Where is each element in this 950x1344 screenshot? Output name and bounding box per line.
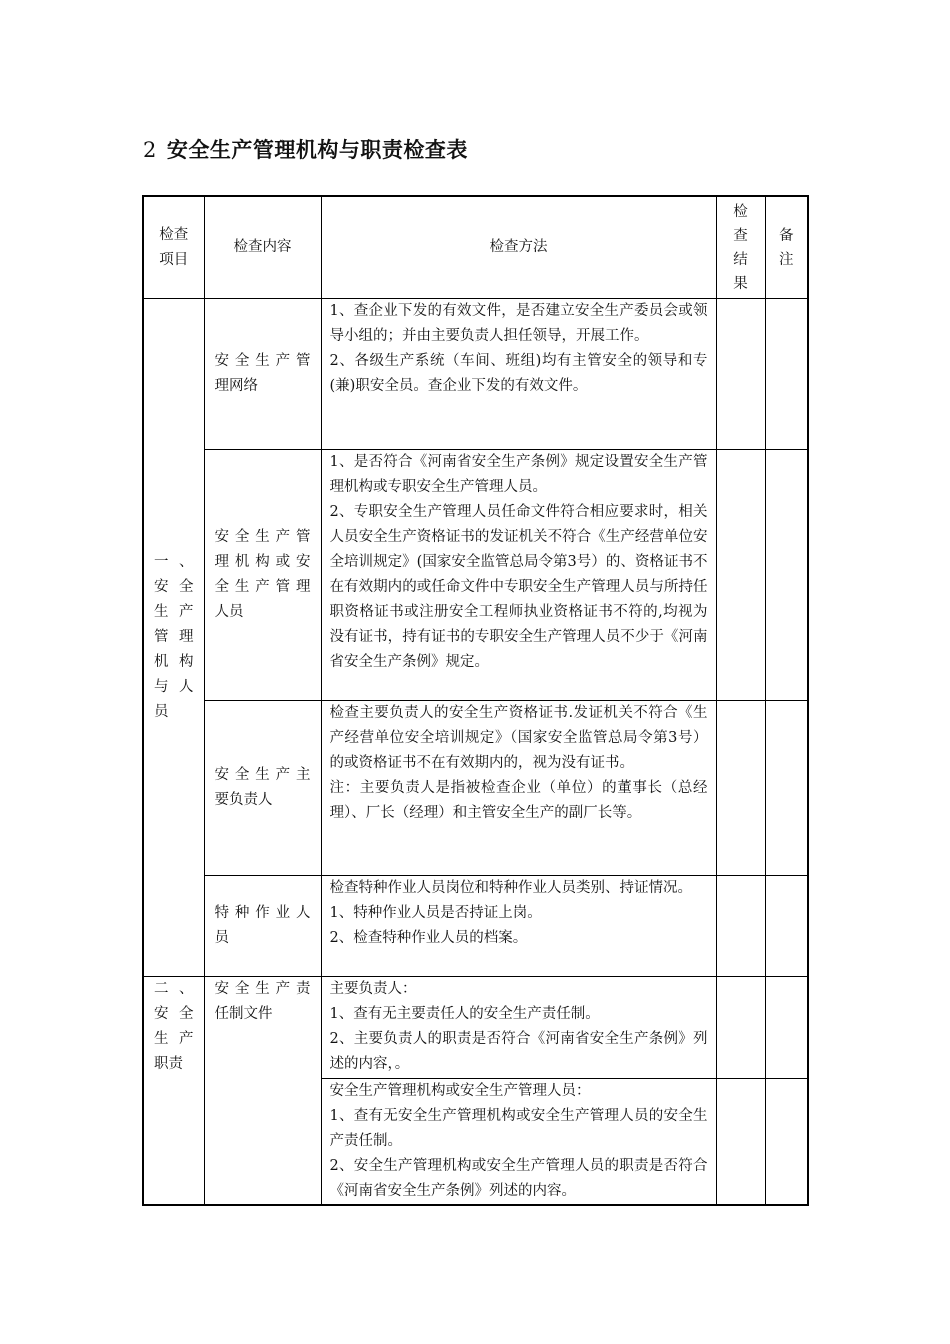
category-line: 二 、	[154, 981, 194, 997]
method-paragraph: 2、各级生产系统（车间、班组)均有主管安全的领导和专(兼)职安全员。查企业下发的有效文件。	[329, 353, 708, 394]
table-row	[143, 977, 808, 1079]
content-cell	[204, 701, 321, 876]
content-cell	[204, 977, 321, 1206]
method-paragraph: 1、查有无主要责任人的安全生产责任制。	[329, 1006, 600, 1022]
method-paragraph: 2、专职安全生产管理人员任命文件符合相应要求时，相关人员安全生产资格证书的发证机关不符合《生产经营单位安全培训规定》(国家安全监管总局令第3号）的、资格证书不在有效期内的或任命文件中专职安全生产管理人员与所持任职资格证书或注册安全工程师执业资格证书不符的,均视为没有证书，持有证书的专职安全生产管理人员不少于《河南省安全生产条例》规定。	[329, 504, 708, 670]
header-remark-text: 备注	[779, 227, 794, 268]
method-paragraph: 1、查有无安全生产管理机构或安全生产管理人员的安全生产责任制。	[329, 1108, 708, 1149]
header-row	[143, 196, 808, 299]
header-result-text: 检查结果	[733, 203, 748, 292]
title-text: 安全生产管理机构与职责检查表	[166, 138, 468, 162]
category-line: 安 全	[154, 1006, 194, 1022]
remark-cell[interactable]	[765, 876, 808, 977]
title-number: 2	[143, 138, 157, 162]
table-row	[143, 701, 808, 876]
method-paragraph: 2、主要负责人的职责是否符合《河南省安全生产条例》列述的内容，。	[329, 1031, 708, 1072]
category-line: 机 构	[154, 654, 194, 670]
table-row	[143, 876, 808, 977]
result-cell[interactable]	[716, 450, 765, 701]
content-cell	[204, 450, 321, 701]
category-line: 职责	[154, 1056, 183, 1072]
content-line: 安全生产主	[214, 767, 311, 783]
method-paragraph: 注：主要负责人是指被检查企业（单位）的董事长（总经理）、厂长（经理）和主管安全生产的副厂长等。	[329, 780, 708, 821]
method-paragraph: 1、特种作业人员是否持证上岗。	[329, 905, 542, 921]
method-cell	[321, 1079, 716, 1206]
category-line: 生 产	[154, 1031, 194, 1047]
header-method: 检查方法	[321, 196, 716, 299]
category-line: 生 产	[154, 604, 194, 620]
remark-cell[interactable]	[765, 1079, 808, 1206]
result-cell[interactable]	[716, 701, 765, 876]
content-cell	[204, 876, 321, 977]
result-cell[interactable]	[716, 1079, 765, 1206]
content-line: 安全生产责	[214, 981, 311, 997]
content-line: 人员	[214, 604, 244, 620]
header-result	[716, 196, 765, 299]
remark-cell[interactable]	[765, 299, 808, 450]
method-paragraph: 1、是否符合《河南省安全生产条例》规定设置安全生产管理机构或专职安全生产管理人员。	[329, 454, 708, 495]
content-line: 安全生产管	[214, 353, 311, 369]
method-paragraph: 2、检查特种作业人员的档案。	[329, 930, 528, 946]
method-paragraph: 主要负责人：	[329, 981, 417, 997]
checklist-table	[142, 195, 809, 1206]
content-line: 任制文件	[214, 1006, 273, 1022]
method-cell	[321, 450, 716, 701]
header-item	[143, 196, 204, 299]
method-paragraph: 2、安全生产管理机构或安全生产管理人员的职责是否符合《河南省安全生产条例》列述的内容。	[329, 1158, 708, 1199]
content-line: 员	[214, 930, 229, 946]
table-row	[143, 450, 808, 701]
method-paragraph: 1、查企业下发的有效文件，是否建立安全生产委员会或领导小组的；并由主要负责人担任领导，开展工作。	[329, 303, 708, 344]
result-cell[interactable]	[716, 876, 765, 977]
category-cell-1	[143, 299, 204, 977]
header-item-line1: 检查	[159, 226, 189, 243]
header-item-line2: 项目	[159, 251, 189, 268]
method-cell	[321, 977, 716, 1079]
result-cell[interactable]	[716, 977, 765, 1079]
method-paragraph: 检查特种作业人员岗位和特种作业人员类别、持证情况。	[329, 880, 692, 896]
remark-cell[interactable]	[765, 450, 808, 701]
content-cell	[204, 299, 321, 450]
content-line: 理网络	[214, 378, 258, 394]
method-cell	[321, 299, 716, 450]
method-cell	[321, 701, 716, 876]
table-row	[143, 299, 808, 450]
content-line: 全生产管理	[214, 579, 311, 595]
content-line: 安全生产管	[214, 529, 311, 545]
category-line: 员	[154, 704, 169, 720]
category-cell-2	[143, 977, 204, 1206]
header-content: 检查内容	[204, 196, 321, 299]
category-line: 与 人	[154, 679, 194, 695]
content-line: 理机构或安	[214, 554, 311, 570]
method-paragraph: 安全生产管理机构或安全生产管理人员：	[329, 1083, 591, 1099]
remark-cell[interactable]	[765, 701, 808, 876]
result-cell[interactable]	[716, 299, 765, 450]
category-line: 管 理	[154, 629, 194, 645]
remark-cell[interactable]	[765, 977, 808, 1079]
content-line: 要负责人	[214, 792, 273, 808]
category-line: 一 、	[154, 554, 194, 570]
category-line: 安 全	[154, 579, 194, 595]
page-title	[143, 136, 468, 164]
method-cell	[321, 876, 716, 977]
header-remark	[765, 196, 808, 299]
method-paragraph: 检查主要负责人的安全生产资格证书.发证机关不符合《生产经营单位安全培训规定》（国家安全监管总局令第3号）的或资格证书不在有效期内的，视为没有证书。	[329, 705, 708, 771]
content-line: 特种作业人	[214, 905, 311, 921]
